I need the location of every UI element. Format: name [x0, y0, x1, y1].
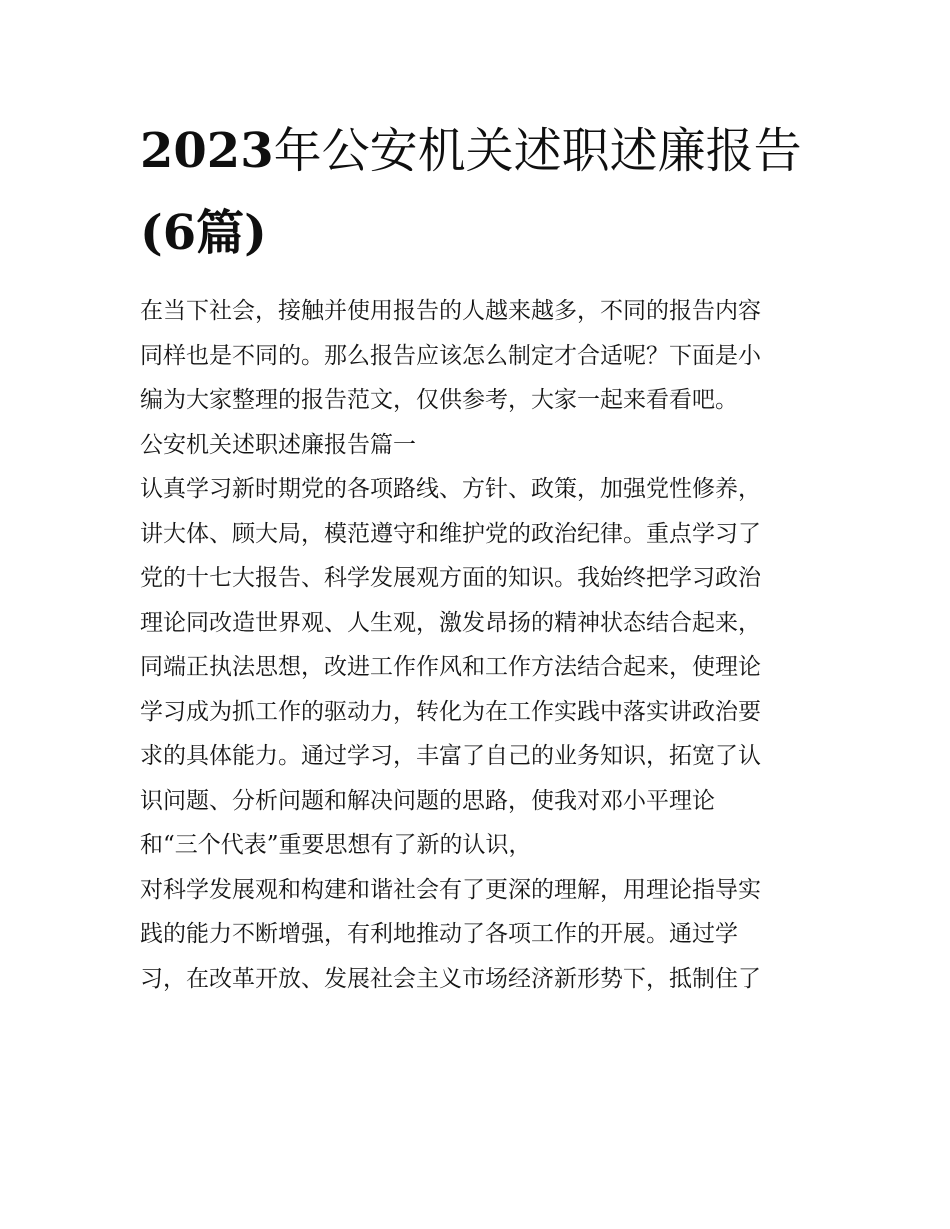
paragraph-line: 党的十七大报告、科学发展观方面的知识。我始终把学习政治 [140, 565, 761, 591]
document-title [140, 110, 820, 274]
paragraph-line: 认真学习新时期党的各项路线、方针、政策，加强党性修养， [140, 476, 761, 502]
intro-line: 在当下社会，接触并使用报告的人越来越多，不同的报告内容 [140, 298, 761, 324]
title-line-1 [140, 110, 820, 192]
paragraph-line: 求的具体能力。通过学习，丰富了自己的业务知识，拓宽了认 [140, 743, 761, 769]
paragraph-line: 识问题、分析问题和解决问题的思路，使我对邓小平理论 [140, 787, 715, 814]
paragraph-line: 习，在改革开放、发展社会主义市场经济新形势下，抵制住了 [140, 965, 761, 992]
paragraph-line: 讲大体、顾大局，模范遵守和维护党的政治纪律。重点学习了 [140, 520, 761, 547]
paragraph-line: 和“三个代表”重要思想有了新的认识， [140, 832, 532, 858]
title-year: 2023 [140, 123, 274, 179]
paragraph-line: 对科学发展观和构建和谐社会有了更深的理解，用理论指导实 [140, 876, 761, 903]
document-page [140, 110, 820, 1001]
section-heading: 公安机关述职述廉报告篇一 [140, 431, 416, 458]
document-body [140, 289, 820, 1001]
paragraph-line: 践的能力不断增强，有利地推动了各项工作的开展。通过学 [140, 921, 738, 947]
title-line-2: (6篇) [140, 205, 267, 261]
intro-line: 编为大家整理的报告范文，仅供参考，大家一起来看看吧。 [140, 387, 738, 413]
title-text: 年公安机关述职述廉报告 [273, 123, 802, 179]
paragraph-line: 学习成为抓工作的驱动力，转化为在工作实践中落实讲政治要 [140, 698, 761, 725]
intro-line: 同样也是不同的。那么报告应该怎么制定才合适呢？下面是小 [140, 342, 761, 369]
paragraph-line: 同端正执法思想，改进工作作风和工作方法结合起来，使理论 [140, 654, 761, 680]
paragraph-line: 理论同改造世界观、人生观，激发昂扬的精神状态结合起来， [140, 609, 761, 636]
